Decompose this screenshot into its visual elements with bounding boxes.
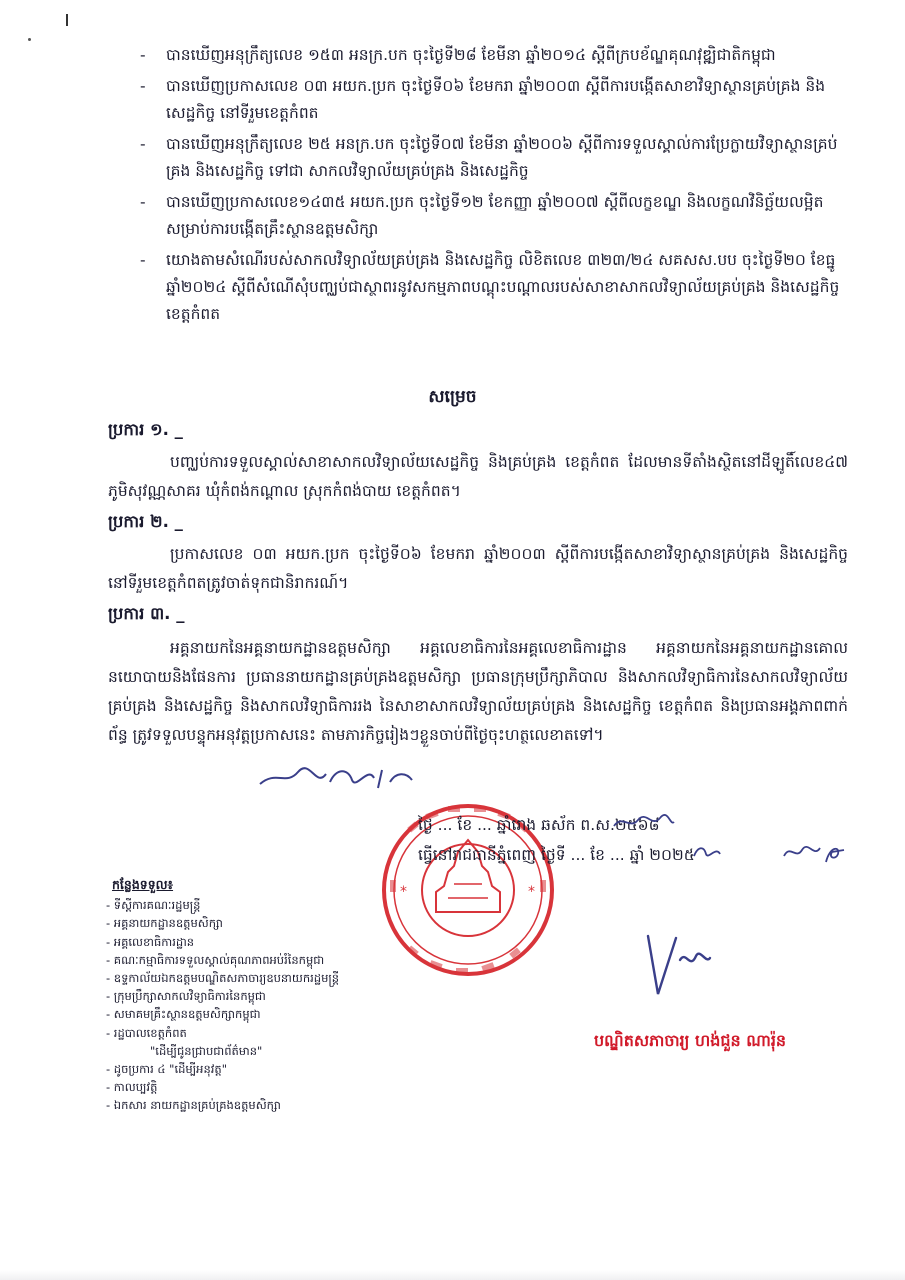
article-3-label: ប្រការ ៣. _ xyxy=(108,604,185,623)
preliminary-item: - យោងតាមសំណើរបស់សាកលវិទ្យាល័យគ្រប់គ្រង និងសេដ្ឋកិច្ច លិខិតលេខ ៣២៣/២៤ សគសស.បប ចុះថ្ងៃទី២០ ខែធ្នូ ឆ្នាំ២០២៤ ស្តីពីសំណើសុំបញ្ឈប់ជាស្ថាពរនូវសកម្មភាពបណ្តុះបណ្តាលរបស់សាខាសាកលវិទ្យាល័យគ្រប់គ្រង និងសេដ្ឋកិច្ច ខេត្តកំពត xyxy=(140,251,840,323)
preliminary-list xyxy=(140,42,860,332)
signer-name: បណ្ឌិតសភាចារ្យ ហង់ជួន ណារ៉ុន xyxy=(594,1031,787,1050)
handwritten-lunar-day xyxy=(612,812,676,832)
place-date: ធ្វើនៅរាជធានីភ្នំពេញ ថ្ងៃទី ... ខែ ... ឆ្នាំ ២០២៥ xyxy=(418,846,695,864)
recipient-item: - អគ្គលេខាធិការដ្ឋាន xyxy=(106,934,195,949)
preliminary-text: យោងតាមសំណើរបស់សាកលវិទ្យាល័យគ្រប់គ្រង និងសេដ្ឋកិច្ច លិខិតលេខ ៣២៣/២៤ សគសស.បប ចុះថ្ងៃទី២០ ខែធ្នូ ឆ្នាំ២០២៤ ស្តីពីសំណើសុំបញ្ឈប់ជាស្ថាពរនូវសកម្មភាពបណ្តុះបណ្តាលរបស់សាខាសាកលវិទ្យាល័យគ្រប់គ្រង និងសេដ្ឋកិច្ច ខេត្តកំពត xyxy=(166,251,840,323)
handwritten-month xyxy=(782,842,822,862)
handwritten-initials xyxy=(256,762,416,792)
recipients-title: កន្លែងទទួល៖ xyxy=(112,877,174,892)
svg-text:*: * xyxy=(400,884,407,900)
recipient-item: - រដ្ឋបាលខេត្តកំពត xyxy=(106,1025,187,1040)
article-1-label: ប្រការ ១. _ xyxy=(108,420,183,439)
recipient-item: - ទីស្តីការគណៈរដ្ឋមន្ត្រី xyxy=(106,898,201,913)
preliminary-text: បានឃើញប្រកាសលេខ ០៣ អយក.ប្រក ចុះថ្ងៃទី០៦ ខែមករា ឆ្នាំ២០០៣ ស្តីពីការបង្កើតសាខាវិទ្យាស្ថានគ្រប់គ្រង និងសេដ្ឋកិច្ច នៅទីរួមខេត្តកំពត xyxy=(166,77,826,122)
recipient-item: - ក្រុមប្រឹក្សាសាកលវិទ្យាធិការនៃកម្ពុជា xyxy=(106,989,266,1004)
preliminary-item: - បានឃើញប្រកាសលេខ១៤៣៥ អយក.ប្រក ចុះថ្ងៃទី១២ ខែកញ្ញា ឆ្នាំ២០០៧ ស្តីពីលក្ខខណ្ឌ និងលក្ខណវិនិច្ឆ័យលម្អិតសម្រាប់ការបង្កើតគ្រឹះស្ថានឧត្តមសិក្សា xyxy=(140,193,824,238)
recipient-item: - ឧទ្ទកាល័យឯកឧត្តមបណ្ឌិតសភាចារ្យឧបនាយករដ្ឋមន្ត្រី xyxy=(106,971,340,986)
article-2-text xyxy=(108,540,848,598)
recipient-item: - កាលប្បវត្តិ xyxy=(106,1080,158,1095)
preliminary-item: - បានឃើញប្រកាសលេខ ០៣ អយក.ប្រក ចុះថ្ងៃទី០៦ ខែមករា ឆ្នាំ២០០៣ ស្តីពីការបង្កើតសាខាវិទ្យាស្ថានគ្រប់គ្រង និងសេដ្ឋកិច្ច នៅទីរួមខេត្តកំពត xyxy=(140,77,826,122)
recipient-item: - គណៈកម្មាធិការទទួលស្គាល់គុណភាពអប់រំនៃកម្ពុជា xyxy=(106,952,325,967)
lunar-date: ថ្ងៃ ... ខែ ... ឆ្នាំរោង ឆស័ក ព.ស.២៥៦៨ xyxy=(418,816,660,834)
preliminary-text: បានឃើញអនុក្រឹត្យលេខ ២៥ អនក្រ.បក ចុះថ្ងៃទី០៧ ខែមីនា ឆ្នាំ២០០៦ ស្តីពីការទទួលស្គាល់ការប្រែក្លាយវិទ្យាស្ថានគ្រប់គ្រង និងសេដ្ឋកិច្ច ទៅជា សាកលវិទ្យាល័យគ្រប់គ្រង និងសេដ្ឋកិច្ច xyxy=(166,135,838,180)
recipients-list xyxy=(106,876,426,1115)
recipient-item: "ដើម្បីជូនជ្រាបជាព័ត៌មាន" xyxy=(150,1043,263,1058)
preliminary-text: បានឃើញប្រកាសលេខ១៤៣៥ អយក.ប្រក ចុះថ្ងៃទី១២ ខែកញ្ញា ឆ្នាំ២០០៧ ស្តីពីលក្ខខណ្ឌ និងលក្ខណវិនិច្ឆ័យលម្អិតសម្រាប់ការបង្កើតគ្រឹះស្ថានឧត្តមសិក្សា xyxy=(166,193,824,238)
article-2-content: ប្រកាសលេខ ០៣ អយក.ប្រក ចុះថ្ងៃទី០៦ ខែមករា ឆ្នាំ២០០៣ ស្តីពីការបង្កើតសាខាវិទ្យាស្ថានគ្រប់គ្រង និងសេដ្ឋកិច្ច នៅទីរួមខេត្តកំពតត្រូវចាត់ទុកជានិរាករណ៍។ xyxy=(108,545,848,592)
page-mark xyxy=(66,14,68,26)
recipient-item: - ឯកសារ នាយកដ្ឋានគ្រប់គ្រងឧត្តមសិក្សា xyxy=(106,1098,281,1113)
article-3-content: អគ្គនាយកនៃអគ្គនាយកដ្ឋានឧត្តមសិក្សា អគ្គលេខាធិការនៃអគ្គលេខាធិការដ្ឋាន អគ្គនាយកនៃអគ្គនាយកដ្ឋានគោលនយោបាយនិងផែនការ ប្រធាននាយកដ្ឋានគ្រប់គ្រងឧត្តមសិក្សា ប្រធានក្រុមប្រឹក្សាភិបាល និងសាកលវិទ្យាធិការនៃសាកលវិទ្យាល័យគ្រប់គ្រង និងសេដ្ឋកិច្ច និងសាកលវិទ្យាធិការរង នៃសាខាសាកលវិទ្យាល័យគ្រប់គ្រង និងសេដ្ឋកិច្ច ខេត្តកំពត និងប្រធានអង្គភាពពាក់ព័ន្ធ ត្រូវទទួលបន្ទុកអនុវត្តប្រកាសនេះ តាមភារកិច្ចរៀងៗខ្លួនចាប់ពីថ្ងៃចុះហត្ថលេខាតទៅ។ xyxy=(108,639,848,744)
article-3-text xyxy=(108,634,848,750)
decision-heading: សម្រេច xyxy=(428,387,477,407)
page-dot xyxy=(28,38,31,41)
preliminary-item: - បានឃើញអនុក្រឹត្យលេខ ២៥ អនក្រ.បក ចុះថ្ងៃទី០៧ ខែមីនា ឆ្នាំ២០០៦ ស្តីពីការទទួលស្គាល់ការប្រែក្លាយវិទ្យាស្ថានគ្រប់គ្រង និងសេដ្ឋកិច្ច ទៅជា សាកលវិទ្យាល័យគ្រប់គ្រង និងសេដ្ឋកិច្ច xyxy=(140,135,838,180)
preliminary-item: - បានឃើញអនុក្រឹត្យលេខ ១៥៣ អនក្រ.បក ចុះថ្ងៃទី២៨ ខែមីនា ឆ្នាំ២០១៤ ស្តីពីក្របខ័ណ្ឌគុណវុឌ្ឍិជាតិកម្ពុជា xyxy=(140,46,776,64)
article-2-label: ប្រការ ២. _ xyxy=(108,512,183,531)
preliminary-text: បានឃើញអនុក្រឹត្យលេខ ១៥៣ អនក្រ.បក ចុះថ្ងៃទី២៨ ខែមីនា ឆ្នាំ២០១៤ ស្តីពីក្របខ័ណ្ឌគុណវុឌ្ឍិជាតិកម្ពុជា xyxy=(166,46,776,64)
signature xyxy=(640,930,730,1000)
recipient-item: - សមាគមគ្រឹះស្ថានឧត្តមសិក្សាកម្ពុជា xyxy=(106,1007,261,1022)
recipient-item: - ដូចប្រការ ៤ "ដើម្បីអនុវត្ត" xyxy=(106,1062,227,1077)
article-1-content: បញ្ឈប់ការទទួលស្គាល់សាខាសាកលវិទ្យាល័យសេដ្ឋកិច្ច និងគ្រប់គ្រង ខេត្តកំពត ដែលមានទីតាំងស្ថិតនៅដីឡូតិ៍លេខ៤៧ ភូមិសុវណ្ណសាគរ ឃុំកំពង់កណ្តាល ស្រុកកំពង់បាយ ខេត្តកំពត។ xyxy=(108,453,848,500)
svg-text:*: * xyxy=(528,884,535,900)
handwritten-year-mark xyxy=(822,842,846,864)
recipient-item: - អគ្គនាយកដ្ឋានឧត្តមសិក្សា xyxy=(106,916,223,931)
handwritten-day xyxy=(692,842,722,862)
page-edge xyxy=(0,1270,905,1280)
article-1-text xyxy=(108,448,848,506)
